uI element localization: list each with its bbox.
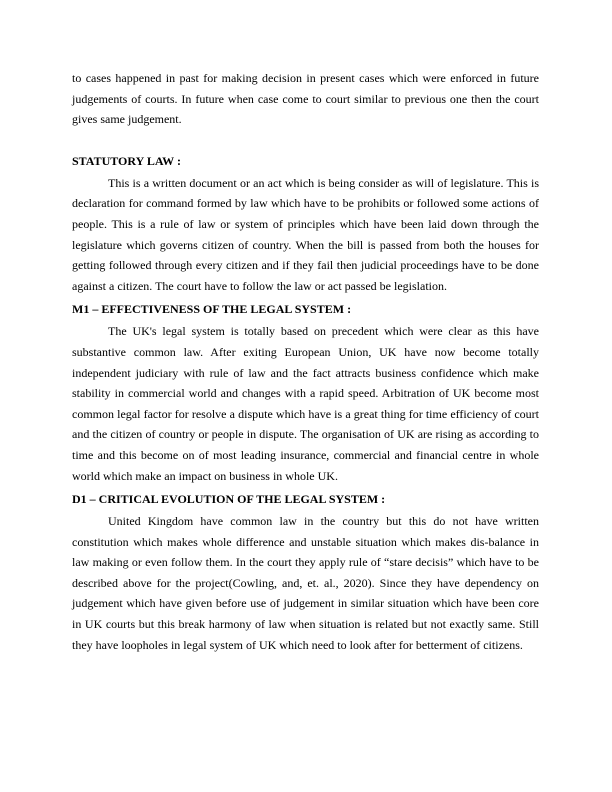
m1-effectiveness-heading: M1 – EFFECTIVENESS OF THE LEGAL SYSTEM : (72, 302, 352, 317)
intro-paragraph: to cases happened in past for making decision in present cases which were enforced in future judgements of courts. In future when case come to court similar to previous one then the court gives same judgement. (72, 71, 539, 127)
statutory-law-paragraph: This is a written document or an act which is being consider as will of legislature. This is declaration for command formed by law which have to be prohibits or followed some actions of people. This is a rule of law or system of principles which have been laid down through the legislature which governs citizen of country. When the bill is passed from both the houses for getting followed through every citizen and if they fail then judicial proceedings have to be done against a citizen. The court have to follow the law or act passed be legislation. (72, 175, 539, 293)
d1-critical-evolution-paragraph: United Kingdom have common law in the country but this do not have written constitution which makes whole difference and unstable situation which makes dis-balance in law making or even follow them. In the court they apply rule of “stare decisis” which have to be described above for the project(Cowling, and, et. al., 2020). Since they have dependency on judgement which have given before use of judgement in similar situation which have been core in UK courts but this break harmony of law when situation is related but not exactly same. Still they have loopholes in legal system of UK which need to look after for betterment of citizens. (72, 514, 539, 652)
statutory-law-heading: STATUTORY LAW : (72, 153, 181, 168)
d1-critical-evolution-heading: D1 – CRITICAL EVOLUTION OF THE LEGAL SYSTEM : (72, 492, 386, 507)
spacer (72, 130, 539, 152)
document-page (72, 68, 539, 655)
m1-effectiveness-paragraph: The UK's legal system is totally based on precedent which were clear as this have substantive common law. After exiting European Union, UK have now become totally independent judiciary with rule of law and the fact attracts business confidence which make stability in commercial world and changes with a rapid speed. Arbitration of UK become most common legal factor for resolve a dispute which have is a great thing for time efficiency of court and the citizen of country or people in dispute. The organisation of UK are rising as according to time and this become on of most leading insurance, commercial and financial centre in whole world which make an impact on business in whole UK. (72, 324, 539, 483)
